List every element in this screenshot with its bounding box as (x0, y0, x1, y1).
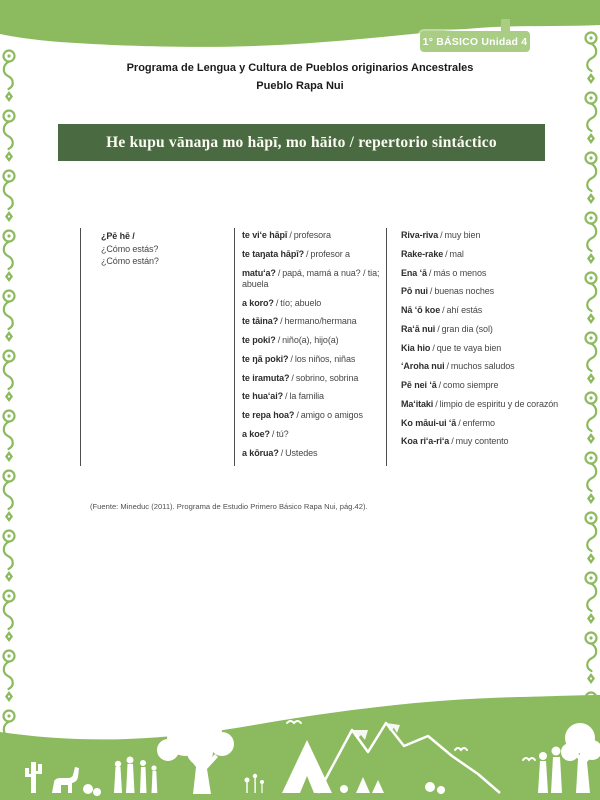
rapanui-term: te iramuta? (242, 372, 290, 383)
section-title-bar (58, 124, 545, 161)
vocab-entry (242, 391, 386, 402)
rapanui-term: te ŋā poki? (242, 353, 289, 364)
separator: / (280, 447, 284, 458)
rapanui-term: Maʻitaki (401, 398, 434, 409)
spanish-translation: limpio de espiritu y de corazón (439, 398, 559, 409)
separator: / (446, 361, 449, 372)
spanish-translation: la familia (289, 391, 324, 402)
program-title-line2: Pueblo Rapa Nui (256, 79, 344, 92)
rapanui-term: Pō nui (401, 286, 428, 297)
rapanui-term: Ena ʻā (401, 267, 427, 278)
vocab-entry (401, 249, 568, 260)
spanish-translation: muchos saludos (450, 361, 515, 372)
rapanui-term: ʻAroha nui (401, 361, 445, 372)
rapanui-term: Kia hio (401, 342, 431, 353)
spanish-translation: mal (449, 248, 464, 259)
rapanui-term: te tāina? (242, 316, 279, 327)
separator: / (440, 230, 443, 240)
vocab-table (80, 228, 568, 466)
spanish-translation: muy contento (455, 436, 509, 447)
vocab-entry (401, 418, 568, 429)
separator: / (277, 335, 281, 345)
spanish-translation: niño(a), hijo(a) (282, 335, 339, 345)
rapanui-term: a kōrua? (242, 447, 279, 458)
vocab-entry (401, 268, 568, 279)
spanish-translation: amigo o amigos (300, 410, 363, 420)
rapanui-term: Rake-rake (401, 248, 444, 259)
rapanui-term: Nā ʻō koe (401, 305, 441, 315)
spanish-translation: ¿Cómo estás? (101, 243, 159, 254)
separator: / (435, 398, 438, 409)
vocab-entry (401, 324, 568, 335)
rapanui-term: te viʻe hāpī (242, 230, 288, 240)
unit-badge-label: 1° BÁSICO Unidad 4 (422, 35, 528, 48)
separator: / (291, 372, 294, 383)
separator: / (306, 248, 309, 259)
vocab-entry (242, 410, 386, 421)
spanish-translation: sobrino, sobrina (295, 372, 359, 383)
spanish-translation: profesora (293, 230, 331, 240)
separator: / (428, 267, 432, 278)
spanish-translation: tío; abuelo (280, 297, 322, 308)
spanish-translation: profesor a (310, 248, 350, 259)
separator: / (438, 380, 442, 390)
spanish-translation: que te vaya bien (436, 342, 502, 353)
koru-pattern-icon (582, 26, 600, 702)
vocab-entry (242, 335, 386, 346)
spanish-translation: ahí estás (446, 305, 483, 315)
source-citation: (Fuente: Mineduc (2011). Programa de Estudio Primero Básico Rapa Nui, pág.42). (90, 502, 368, 511)
separator: / (285, 391, 288, 402)
koru-pattern-icon (0, 44, 18, 744)
vocab-entry (242, 354, 386, 365)
vocab-entry (242, 230, 386, 241)
unit-badge (420, 31, 530, 52)
vocab-entry (242, 373, 386, 384)
vocab-column-questions (80, 228, 234, 466)
separator: / (290, 353, 293, 364)
spanish-translation: los niños, niñas (294, 353, 356, 364)
spanish-translation: hermano/hermana (284, 316, 357, 327)
spanish-translation: buenas noches (434, 286, 495, 297)
rapanui-term: a koro? (242, 297, 274, 308)
rapanui-term: ¿Pē hē / (101, 231, 135, 241)
separator: / (442, 305, 445, 315)
spanish-translation: enfermo (462, 417, 495, 428)
spanish-translation: ¿Cómo están? (101, 256, 159, 267)
vocab-column-middle (234, 228, 386, 466)
separator: / (289, 230, 292, 240)
separator: / (437, 323, 440, 334)
spanish-translation: papá, mamá a nua? / tia; abuela (242, 267, 380, 289)
separator: / (432, 342, 435, 353)
spanish-translation: gran dia (sol) (441, 323, 493, 334)
vocab-entry (242, 448, 386, 459)
vocab-entry (401, 361, 568, 372)
vocab-entry (242, 298, 386, 309)
rapanui-term: te poki? (242, 335, 276, 345)
spanish-translation: como siempre (443, 380, 499, 390)
separator: / (271, 428, 275, 439)
landscape-footer-art (0, 690, 600, 800)
rapanui-term: te taŋata hāpī? (242, 248, 305, 259)
rapanui-term: Riva-riva (401, 230, 439, 240)
rapanui-term: Koa riʻa-riʻa (401, 436, 450, 447)
spanish-translation: muy bien (444, 230, 481, 240)
spanish-translation: Ustedes (285, 447, 318, 458)
rapanui-term: te repa hoa? (242, 410, 295, 420)
vocab-entry (401, 305, 568, 316)
vocab-entry (401, 343, 568, 354)
rapanui-term: Raʻā nui (401, 323, 436, 334)
separator: / (458, 417, 461, 428)
rapanui-term: Ko māui-ui ʻā (401, 417, 457, 428)
program-title-line1: Programa de Lengua y Cultura de Pueblos originarios Ancestrales (126, 62, 474, 74)
separator: / (275, 297, 279, 308)
separator: / (277, 267, 281, 278)
vocab-entry (401, 436, 568, 447)
vocab-entry (242, 268, 386, 291)
vocab-entry (242, 316, 386, 327)
rapanui-term: te huaʻai? (242, 391, 284, 402)
separator: / (445, 248, 448, 259)
spanish-translation: más o menos (433, 267, 487, 278)
vocab-entry (401, 286, 568, 297)
separator: / (429, 286, 433, 297)
vocab-entry (401, 399, 568, 410)
separator: / (296, 410, 299, 420)
separator: / (451, 436, 454, 447)
separator: / (280, 316, 283, 327)
vocab-entry (242, 249, 386, 260)
program-title (40, 60, 560, 95)
rapanui-term: a koe? (242, 428, 270, 439)
vocab-column-right (386, 228, 568, 466)
section-title: He kupu vānaŋa mo hāpī, mo hāito / repertorio sintáctico (106, 133, 497, 151)
rapanui-term: Pē nei ʻā (401, 380, 437, 390)
rapanui-term: matuʻa? (242, 267, 276, 278)
vocab-entry (101, 230, 234, 268)
koru-border-right (582, 26, 600, 702)
vocab-entry (401, 380, 568, 391)
vocab-entry (401, 230, 568, 241)
koru-border-left (0, 44, 18, 744)
vocab-entry (242, 429, 386, 440)
spanish-translation: tú? (276, 428, 289, 439)
